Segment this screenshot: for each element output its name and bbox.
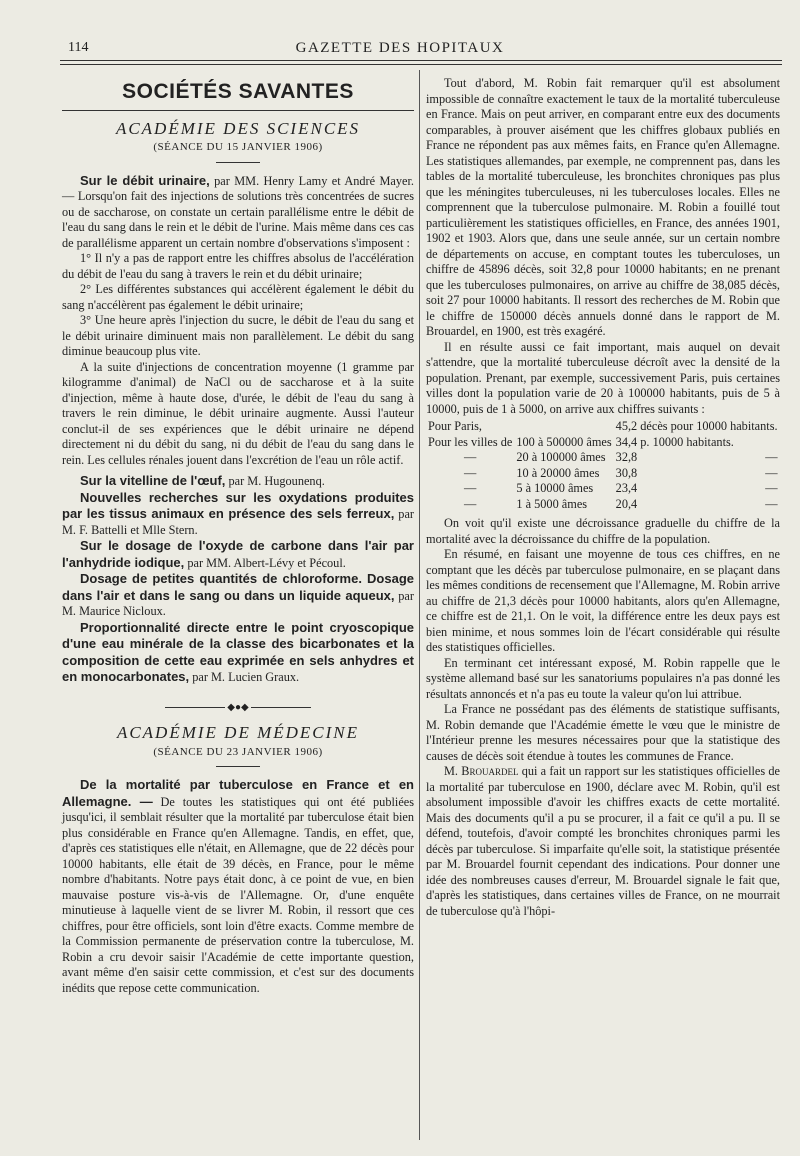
item-authors: par M. Maurice Nicloux. bbox=[62, 588, 414, 618]
header-rule bbox=[60, 60, 782, 61]
header-rule-thin bbox=[60, 64, 782, 65]
table-cell: — bbox=[765, 450, 778, 464]
paragraph: La France ne possédant pas des éléments de statistique suffisants, M. Robin demande que l'Académie émette le vœu que le ministre de l'Intérieur prenne les mesures nécessaires pour que la statistique des causes de décès soit étendue à toutes les communes de France. bbox=[426, 702, 780, 763]
table-row bbox=[426, 481, 780, 497]
table-cell: — bbox=[765, 496, 778, 511]
communication-item bbox=[62, 571, 414, 620]
mortalite-article bbox=[62, 777, 414, 996]
table-row bbox=[426, 466, 780, 482]
table-row bbox=[426, 435, 780, 451]
short-rule bbox=[216, 766, 260, 767]
table-cell: — bbox=[464, 465, 477, 480]
table-cell: 45,2 décès pour 10000 habitants. bbox=[615, 419, 778, 433]
item-heading: Nouvelles recherches sur les oxydations produites par les tissus animaux en présence des sels ferreux, bbox=[62, 489, 414, 521]
paragraph: En terminant cet intéressant exposé, M. Robin rappelle que le système allemand basé sur les sanatoriums populaires n'a pas donné les résultats annoncés et n'a pas eu toute la valeur qu'on lui attribue. bbox=[426, 655, 780, 701]
item-heading: Sur le dosage de l'oxyde de carbone dans l'air par l'anhydride iodique, bbox=[62, 538, 414, 570]
table-row bbox=[426, 419, 780, 435]
paragraph: En résumé, en faisant une moyenne de tous ces chiffres, en ne comptant que les décès par tuberculose pulmonaire, en se plaçant dans les mêmes conditions de recensement que l'Allemagne, M. Robin arrive au chiffre de 21,3 décès pour 10000 habitants, alors qu'en Allemagne, ce chiffre est de 21,1. On le voit, la différence entre les deux pays est bien minime, et nous sommes loin de l'écart considérable qui résulte des statistiques officielles. bbox=[426, 547, 780, 654]
communication-item bbox=[62, 620, 414, 686]
speaker-name: M. Brouardel bbox=[444, 764, 519, 778]
ornament-divider: ◆●◆ bbox=[62, 700, 414, 716]
article-heading: De la mortalité par tuberculose en France et en Allemagne. — bbox=[62, 777, 414, 809]
section-title: SOCIÉTÉS SAVANTES bbox=[122, 80, 354, 103]
table-cell: Pour Paris, bbox=[428, 419, 482, 433]
left-column bbox=[62, 76, 414, 996]
item-heading: Dosage de petites quantités de chloroforme. Dosage dans l'air et dans le sang ou dans un liquide aqueux, bbox=[62, 571, 414, 603]
table-row bbox=[426, 450, 780, 466]
table-cell: — bbox=[464, 450, 477, 464]
paragraph: Il en résulte aussi ce fait important, mais auquel on devait s'attendre, que la mortalité tuberculeuse décroît avec la densité de la population. Prenant, par exemple, successivement Paris, puis certaines villes dont la population varie de 20 à 100000 habitants, puis de 5 à 10000, puis de 1 à 5000, on arrive aux chiffres suivants : bbox=[426, 339, 780, 416]
table-cell: Pour les villes de bbox=[428, 434, 513, 449]
item-authors: par M. F. Battelli et Mlle Stern. bbox=[62, 507, 414, 537]
item-authors: par MM. Albert-Lévy et Pécoul. bbox=[187, 555, 346, 570]
paragraph: 3° Une heure après l'injection du sucre, le débit de l'eau du sang et le débit urinaire diminuent mais non parallèlement. Le débit du sang diminue beaucoup plus vite. bbox=[62, 313, 414, 358]
article-text: De toutes les statistiques qui ont été publiées jusqu'ici, il semblait résulter que la mortalité par tuberculose était bien plus considérable en France qu'en Allemagne. Tandis, en effet, que, d'après ces statistiques elle n'était, en Allemagne, que de 22 décès pour 10000 habitants, elle était de 39 décès, en France, pour le même nombre d'habitants. Notre pays était donc, à ce point de vue, en bien mauvaise posture vis-à-vis de l'Allemagne. Or, d'une enquête minutieuse à laquelle vient de se livrer M. Robin, il ressort que ces chiffres, pour être officiels, sont loin d'être exacts. Comme membre de la Commission permanente de préservation contre la tuberculose, M. Robin a cru devoir saisir l'Académie de cette importante question, avant même d'en saisir cette commission, et c'est sur des documents inédits que repose cette communication. bbox=[62, 794, 415, 995]
article-authors: par MM. Henry Lamy et André Mayer. — bbox=[62, 173, 414, 203]
communication-item bbox=[62, 490, 414, 539]
paragraph: 1° Il n'y a pas de rapport entre les chiffres absolus de l'accélération du débit de l'eau du sang à travers le rein et du débit urinaire; bbox=[62, 251, 414, 281]
table-cell: 1 à 5000 âmes bbox=[516, 496, 588, 511]
section-rule bbox=[62, 110, 414, 111]
paragraph: A la suite d'injections de concentration moyenne (1 gramme par kilogramme d'animal) de NaCl ou de saccharose et à la suite d'injection, même à haute dose, d'urée, le débit de l'eau du sang à travers le rein diminue, le débit urinaire augmente. Aussi l'auteur conclut-il de ses expériences que le débit urinaire ne dépend directement ni du débit du sang, ni du débit de l'eau du sang dans le rein. Les cellules rénales jouent dans l'excrétion de l'eau un rôle actif. bbox=[62, 359, 414, 467]
table-cell: 10 à 20000 âmes bbox=[516, 465, 600, 480]
table-cell: 32,8 bbox=[615, 450, 638, 464]
paragraph: Tout d'abord, M. Robin fait remarquer qu'il est absolument impossible de connaître exactement le taux de la mortalité tuberculeuse en France. Mais on peut arriver, en comparant entre eux des documents comparables, à prouver aisément que les chiffres globaux publiés en France ne répondent pas aux mêmes faits, en France qu'en Allemagne. Les statistiques allemandes, par exemple, ne comprennent pas, dans les tables de la mortalité tuberculeuse, les bronchites chroniques pas plus que les méningites tuberculeuses, ni les tuberculoses locales. Elles ne comprennent que la tuberculose pulmonaire. M. Robin a fouillé tout particulièrement les statistiques officielles, en France, des années 1901, 1902 et 1903. Alors que, dans une seule année, sur un certain nombre de départements on accuse, en comptant toutes les tuberculoses, un chiffre de 45896 décès, soit 32,8 pour 10000 habitants; en ne prenant que les tuberculoses pulmonaires, on arrive au chiffre de 38,085 décès, soit 27 pour 10000 habitants. Il ressort des recherches de M. Robin que le chiffre de 150000 décès annuels donné dans le rapport de M. Brouardel, en 1900, est très exagéré. bbox=[426, 76, 780, 338]
table-cell: 20,4 bbox=[615, 496, 638, 511]
table-cell: 34,4 p. 10000 habitants. bbox=[615, 434, 734, 449]
table-row bbox=[426, 497, 780, 513]
paragraph-text: qui a fait un rapport sur les statistiques officielles de la mortalité par tuberculose en 1900, déclare avec M. Robin, qu'il est absolument impossible d'avoir les chiffres exacts de cette mortalité. Mais des documents qu'il a pu se procurer, il a fait ce qu'il a pu. Il se défend, toutefois, d'avoir compté les bronchites chroniques parmi les décès par tuberculose. Si imparfaite qu'elle soit, la statistique présentée par M. Brouardel fournit cependant des indications. Pour donner une idée des nombreuses causes d'erreur, M. Brouardel signale le fait que, d'après les statistiques, dans certaines villes de France, on ne mourrait de tuberculose qu'à l'hôpi- bbox=[426, 764, 781, 918]
table-cell: 30,8 bbox=[615, 465, 638, 480]
short-rule bbox=[216, 162, 260, 163]
item-authors: par M. Hugounenq. bbox=[228, 474, 325, 488]
table-cell: 20 à 100000 âmes bbox=[516, 450, 606, 464]
table-cell: 23,4 bbox=[615, 481, 638, 495]
column-divider bbox=[419, 70, 420, 1140]
article-heading: Sur le débit urinaire, bbox=[80, 172, 210, 188]
seance-date: (SÉANCE DU 15 JANVIER 1906) bbox=[153, 141, 323, 153]
academie-sciences-title: ACADÉMIE DES SCIENCES bbox=[115, 118, 361, 138]
right-column bbox=[426, 76, 780, 919]
table-cell: — bbox=[765, 465, 778, 480]
communication-item bbox=[62, 473, 414, 490]
table-cell: — bbox=[765, 481, 778, 495]
article-text: Lorsqu'on fait des injections de solutions très concentrées de sucres ou de saccharose, on constate un certain parallélisme entre le débit de l'eau du sang dans le rein et le débit de l'urine. Mais même dans ces cas de parallélisme apparent un certain nombre d'observations s'imposent : bbox=[62, 189, 414, 250]
communication-item bbox=[62, 538, 414, 571]
debit-intro bbox=[62, 173, 414, 252]
item-heading: Sur la vitelline de l'œuf, bbox=[80, 473, 226, 488]
item-heading: Proportionnalité directe entre le point cryoscopique d'une eau minérale de la classe des bicarbonates et la composition de cette eau exprimée en sels anhydres et en monocarbonates, bbox=[62, 619, 414, 684]
mortality-table bbox=[426, 419, 780, 512]
running-title: GAZETTE DES HOPITAUX bbox=[295, 40, 505, 56]
table-cell: 100 à 500000 âmes bbox=[516, 434, 612, 449]
academie-medecine-title: ACADÉMIE DE MÉDECINE bbox=[116, 723, 360, 742]
table-cell: 5 à 10000 âmes bbox=[516, 481, 594, 495]
paragraph: 2° Les différentes substances qui accélèrent également le débit du sang n'accélèrent pas également le débit urinaire; bbox=[62, 282, 414, 312]
seance-date: (SÉANCE DU 23 JANVIER 1906) bbox=[153, 745, 323, 758]
table-cell: — bbox=[464, 496, 477, 511]
table-cell: — bbox=[464, 481, 477, 495]
paragraph: On voit qu'il existe une décroissance graduelle du chiffre de la mortalité avec la décroissance du chiffre de la population. bbox=[426, 516, 780, 546]
brouardel-paragraph bbox=[426, 764, 780, 919]
page-number: 114 bbox=[68, 40, 89, 55]
item-authors: par M. Lucien Graux. bbox=[192, 670, 300, 684]
